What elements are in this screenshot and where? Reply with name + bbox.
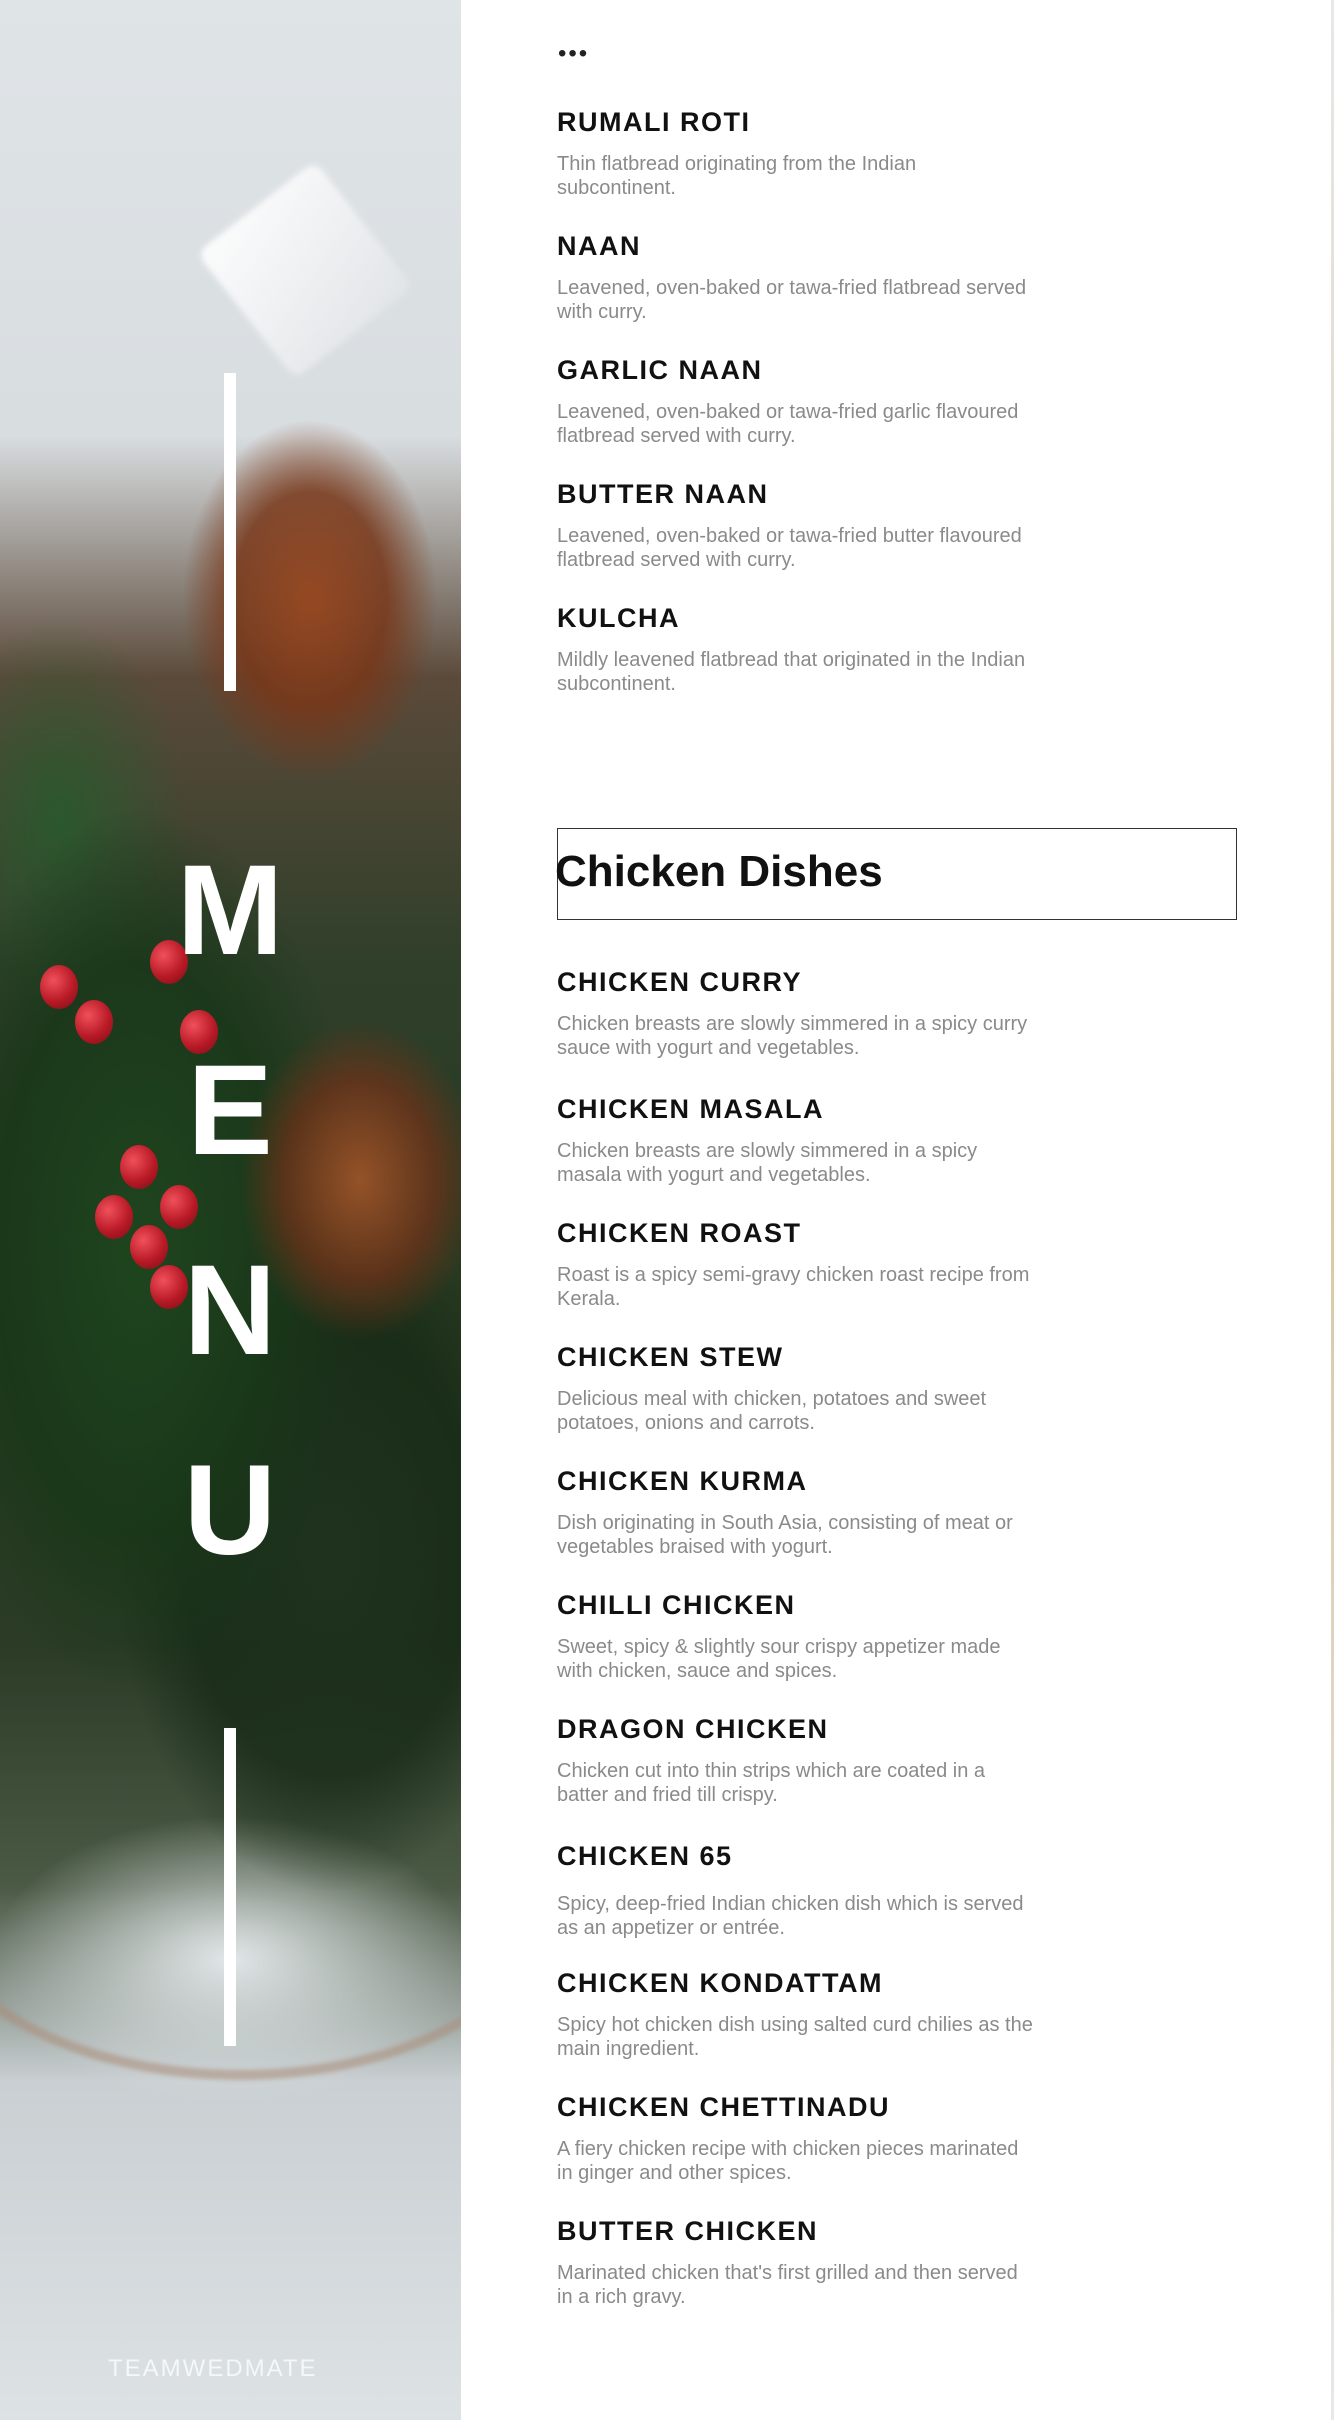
menu-item: [557, 230, 1037, 324]
food-photo-panel: [0, 0, 461, 2420]
item-description: Chicken breasts are slowly simmered in a spicy curry sauce with yogurt and vegetables.: [557, 1013, 1028, 1059]
item-name: CHICKEN 65: [557, 1841, 733, 1871]
item-name: CHILLI CHICKEN: [557, 1590, 796, 1620]
item-description: Dish originating in South Asia, consisting of meat or vegetables braised with yogurt.: [557, 1512, 1013, 1558]
item-name: CHICKEN CHETTINADU: [557, 2092, 890, 2122]
item-description: A fiery chicken recipe with chicken pieces marinated in ginger and other spices.: [557, 2138, 1019, 2184]
item-name: CHICKEN KURMA: [557, 1466, 808, 1496]
item-name: GARLIC NAAN: [557, 355, 763, 385]
menu-bottom-divider: [224, 1728, 236, 2046]
pomegranate-seed: [40, 965, 78, 1009]
more-icon: •••: [558, 40, 590, 67]
pomegranate-seed: [95, 1195, 133, 1239]
section-title: Chicken Dishes: [555, 847, 883, 896]
menu-item: [557, 1713, 1037, 1807]
pomegranate-seed: [160, 1185, 198, 1229]
item-description: Chicken breasts are slowly simmered in a spicy masala with yogurt and vegetables.: [557, 1140, 978, 1186]
menu-item: [557, 106, 1037, 200]
menu-item: [557, 1341, 1037, 1435]
menu-letter-u: U: [183, 1439, 277, 1582]
item-name: DRAGON CHICKEN: [557, 1714, 829, 1744]
item-description: Spicy hot chicken dish using salted curd chilies as the main ingredient.: [557, 2014, 1033, 2060]
item-name: NAAN: [557, 231, 641, 261]
menu-item: [557, 1217, 1037, 1311]
item-description: Spicy, deep-fried Indian chicken dish which is served as an appetizer or entrée.: [557, 1893, 1024, 1939]
menu-letter-n: N: [183, 1239, 277, 1382]
item-description: Mildly leavened flatbread that originated in the Indian subcontinent.: [557, 649, 1026, 695]
menu-content: [461, 0, 1334, 2420]
item-name: BUTTER NAAN: [557, 479, 769, 509]
item-description: Leavened, oven-baked or tawa-fried butter flavoured flatbread served with curry.: [557, 525, 1022, 571]
menu-item: [557, 1093, 1037, 1187]
menu-item: [557, 966, 1037, 1060]
menu-top-divider: [224, 373, 236, 691]
menu-item: [557, 1840, 1037, 1940]
item-description: Leavened, oven-baked or tawa-fried garlic flavoured flatbread served with curry.: [557, 401, 1019, 447]
menu-item: [557, 354, 1037, 448]
menu-item: [557, 2215, 1037, 2309]
item-name: RUMALI ROTI: [557, 107, 751, 137]
item-name: CHICKEN ROAST: [557, 1218, 802, 1248]
item-description: Sweet, spicy & slightly sour crispy appetizer made with chicken, sauce and spices.: [557, 1636, 1001, 1682]
menu-item: [557, 1465, 1037, 1559]
item-description: Delicious meal with chicken, potatoes and sweet potatoes, onions and carrots.: [557, 1388, 987, 1434]
item-description: Leavened, oven-baked or tawa-fried flatbread served with curry.: [557, 277, 1027, 323]
pomegranate-seed: [75, 1000, 113, 1044]
item-name: CHICKEN STEW: [557, 1342, 784, 1372]
fork-image: [197, 161, 414, 379]
brand-logo: TEAMWEDMATE: [108, 2355, 318, 2382]
menu-item: [557, 2091, 1037, 2185]
item-description: Thin flatbread originating from the Indian subcontinent.: [557, 153, 917, 199]
menu-item: [557, 1589, 1037, 1683]
item-name: CHICKEN CURRY: [557, 967, 803, 997]
menu-letter-m: M: [176, 839, 284, 982]
menu-item: [557, 1967, 1037, 2061]
item-name: BUTTER CHICKEN: [557, 2216, 818, 2246]
menu-letter-e: E: [187, 1039, 273, 1182]
item-name: KULCHA: [557, 603, 680, 633]
item-description: Marinated chicken that's first grilled and then served in a rich gravy.: [557, 2262, 1018, 2308]
item-description: Chicken cut into thin strips which are coated in a batter and fried till crispy.: [557, 1760, 985, 1806]
item-name: CHICKEN KONDATTAM: [557, 1968, 883, 1998]
menu-item: [557, 602, 1037, 696]
item-name: CHICKEN MASALA: [557, 1094, 824, 1124]
item-description: Roast is a spicy semi-gravy chicken roast recipe from Kerala.: [557, 1264, 1030, 1310]
menu-item: [557, 478, 1037, 572]
